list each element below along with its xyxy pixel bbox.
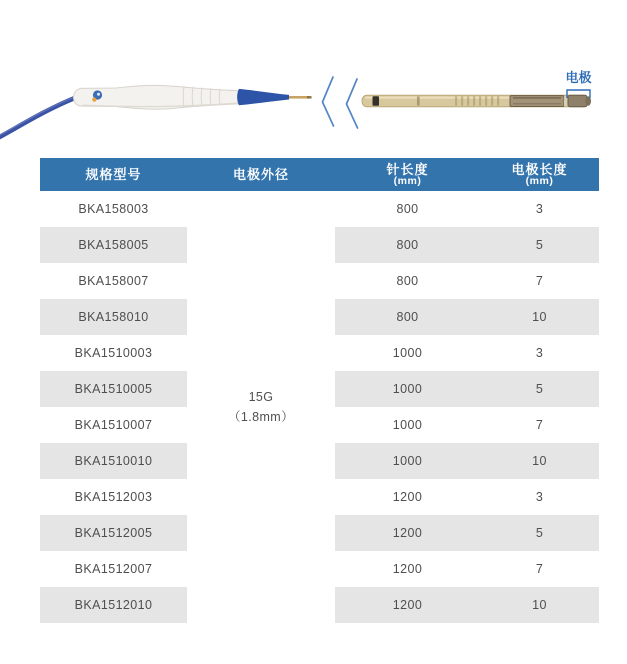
electrode-length-cell: 5 bbox=[480, 371, 599, 407]
needle-length-cell: 1000 bbox=[335, 443, 480, 479]
electrode-length-cell: 3 bbox=[535, 490, 544, 504]
table-row bbox=[40, 371, 599, 407]
electrode-length-cell: 10 bbox=[480, 299, 599, 335]
table-row bbox=[40, 443, 599, 479]
pencil-tip bbox=[237, 89, 289, 105]
needle-length-cell: 800 bbox=[396, 202, 419, 216]
break-mark bbox=[347, 79, 358, 128]
table-row bbox=[40, 515, 599, 551]
header-needle-length-label: 针长度 bbox=[386, 161, 429, 177]
break-mark bbox=[323, 77, 334, 126]
diameter-spacer-cell bbox=[187, 587, 335, 623]
diameter-mm: （1.8mm） bbox=[227, 410, 294, 424]
header-model-label: 规格型号 bbox=[85, 167, 142, 182]
table-row bbox=[40, 479, 599, 515]
table-row bbox=[40, 335, 599, 371]
diameter-spacer-cell bbox=[187, 227, 335, 263]
model-cell: BKA1510007 bbox=[74, 418, 153, 432]
header-needle-length bbox=[335, 163, 480, 187]
table-row bbox=[40, 551, 599, 587]
product-illustration bbox=[0, 0, 627, 160]
needle-length-cell: 1200 bbox=[392, 490, 423, 504]
table-row bbox=[40, 299, 599, 335]
table-row bbox=[40, 191, 599, 227]
electrode-length-cell: 3 bbox=[535, 346, 544, 360]
electrode-length-cell: 3 bbox=[535, 202, 544, 216]
header-outer-diameter-label: 电极外径 bbox=[232, 167, 289, 182]
electrode-length-cell: 5 bbox=[480, 515, 599, 551]
electrode-length-cell: 10 bbox=[480, 587, 599, 623]
model-cell: BKA1510005 bbox=[40, 371, 187, 407]
diameter-spacer-cell bbox=[187, 335, 335, 371]
electrode-tip bbox=[568, 95, 587, 106]
model-cell: BKA1512010 bbox=[40, 587, 187, 623]
header-needle-length-unit: (mm) bbox=[393, 174, 422, 187]
model-cell: BKA1512007 bbox=[74, 562, 153, 576]
diameter-spacer-cell bbox=[187, 443, 335, 479]
model-cell: BKA1512003 bbox=[74, 490, 153, 504]
needle-length-cell: 1200 bbox=[335, 515, 480, 551]
diameter-spacer-cell bbox=[187, 191, 335, 227]
model-cell: BKA158007 bbox=[78, 274, 149, 288]
needle bbox=[289, 96, 309, 99]
header-electrode-length bbox=[480, 163, 599, 187]
table-row bbox=[40, 263, 599, 299]
needle-length-cell: 1200 bbox=[392, 562, 423, 576]
diameter-spacer-cell bbox=[187, 299, 335, 335]
diameter-spacer-cell bbox=[187, 371, 335, 407]
header-electrode-length-label: 电极长度 bbox=[511, 161, 568, 177]
needle-length-cell: 1000 bbox=[392, 418, 423, 432]
needle-length-cell: 1000 bbox=[335, 371, 480, 407]
table-body bbox=[40, 191, 599, 623]
table-row bbox=[40, 587, 599, 623]
electrode-label: 电极 bbox=[565, 70, 592, 85]
diameter-spacer-cell bbox=[187, 263, 335, 299]
diameter-spacer-cell bbox=[187, 479, 335, 515]
needle-length-cell: 1200 bbox=[335, 587, 480, 623]
table-row bbox=[40, 227, 599, 263]
needle-length-cell: 1000 bbox=[392, 346, 423, 360]
electrode-length-cell: 7 bbox=[535, 418, 544, 432]
diameter-spacer-cell bbox=[187, 515, 335, 551]
electrode-length-cell: 7 bbox=[535, 274, 544, 288]
model-cell: BKA1510003 bbox=[74, 346, 153, 360]
needle-rod bbox=[362, 95, 591, 107]
diameter-gauge: 15G bbox=[248, 390, 274, 404]
model-cell: BKA158005 bbox=[40, 227, 187, 263]
header-model bbox=[40, 168, 187, 181]
spec-table bbox=[40, 158, 599, 623]
header-outer-diameter bbox=[187, 168, 335, 181]
model-cell: BKA1512005 bbox=[40, 515, 187, 551]
rod-dark-band bbox=[373, 96, 380, 106]
model-cell: BKA158010 bbox=[40, 299, 187, 335]
diameter-spacer-cell bbox=[187, 551, 335, 587]
table-header-row bbox=[40, 158, 599, 191]
diameter-spacer-cell bbox=[187, 407, 335, 443]
electrode-length-cell: 10 bbox=[480, 443, 599, 479]
model-cell: BKA1510010 bbox=[40, 443, 187, 479]
model-cell: BKA158003 bbox=[78, 202, 149, 216]
header-electrode-length-unit: (mm) bbox=[525, 174, 554, 187]
needle-point bbox=[307, 96, 312, 98]
cable bbox=[0, 98, 76, 140]
needle-length-cell: 800 bbox=[335, 299, 480, 335]
electrode-length-cell: 5 bbox=[480, 227, 599, 263]
electrode-length-cell: 7 bbox=[535, 562, 544, 576]
table-row bbox=[40, 407, 599, 443]
rod-tick bbox=[417, 97, 420, 106]
needle-length-cell: 800 bbox=[335, 227, 480, 263]
needle-length-cell: 800 bbox=[396, 274, 419, 288]
